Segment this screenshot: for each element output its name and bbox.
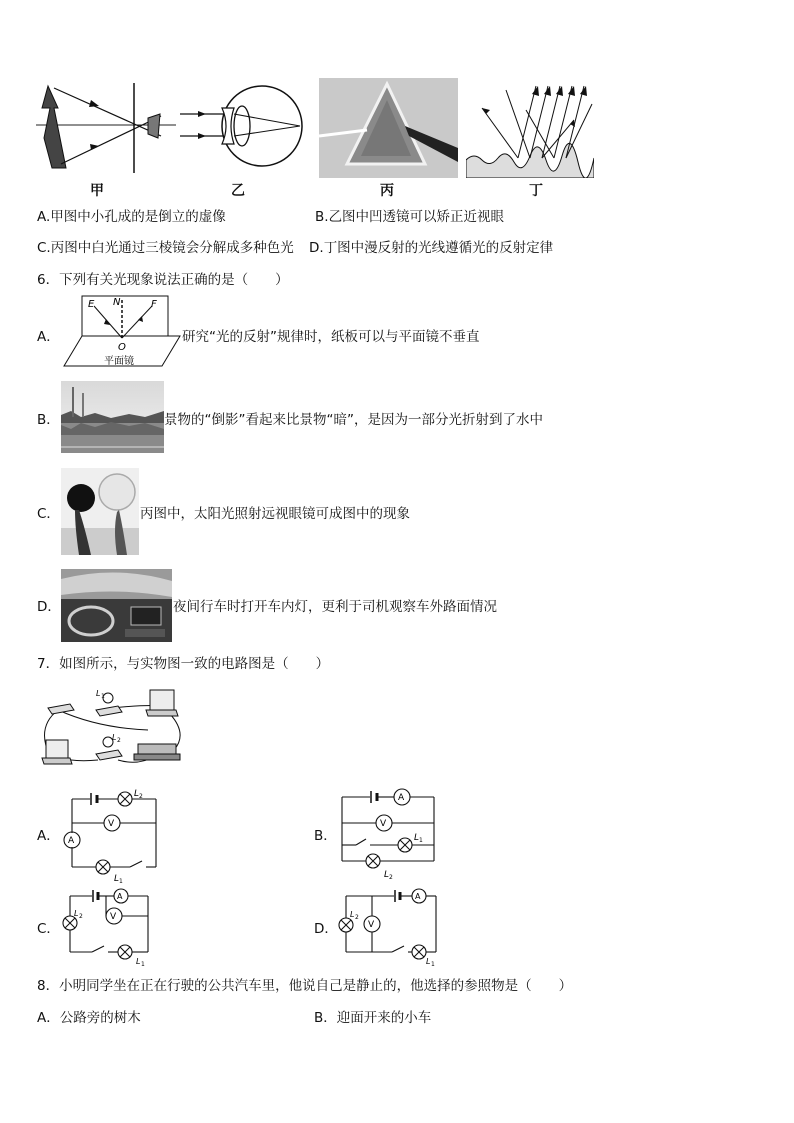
q6-photo-magnifier — [61, 468, 139, 555]
svg-text:2: 2 — [139, 793, 143, 800]
q6-option-b-letter: B． — [37, 412, 60, 428]
ammeter-a-a: A — [68, 836, 75, 846]
figure-bing-prism — [319, 78, 458, 178]
q6-photo-reflection-lake — [61, 381, 164, 453]
q8-option-a: A．公路旁的树木 — [37, 1010, 141, 1026]
ammeter-a-v: V — [108, 819, 115, 829]
q6-photo-car-interior — [61, 569, 172, 642]
q5-option-c: C.丙图中白光通过三棱镜会分解成多种色光 — [37, 240, 294, 256]
q7-option-a-letter: A． — [37, 828, 60, 844]
label-f: F — [151, 299, 157, 310]
figure-jia-pinhole — [36, 78, 176, 178]
q6-option-c-text: 丙图中，太阳光照射远视眼镜可成图中的现象 — [140, 506, 410, 522]
svg-text:L: L — [414, 833, 420, 843]
q7-physical-circuit — [38, 684, 186, 772]
svg-text:2: 2 — [117, 737, 121, 744]
label-o: O — [118, 342, 126, 353]
q7-circuit-a — [58, 785, 163, 885]
svg-text:1: 1 — [141, 961, 145, 968]
svg-text:L: L — [384, 870, 390, 880]
svg-text:A: A — [117, 892, 123, 901]
q5-option-a: A.甲图中小孔成的是倒立的虚像 — [37, 209, 226, 225]
svg-text:L: L — [350, 910, 355, 919]
svg-text:L: L — [134, 789, 140, 799]
q6-option-a-text: 研究“光的反射”规律时，纸板可以与平面镜不垂直 — [182, 329, 480, 345]
q7-option-b-letter: B． — [314, 828, 337, 844]
q7-circuit-b — [336, 783, 440, 883]
q8-stem: 8．小明同学坐在正在行驶的公共汽车里，他说自己是静止的，他选择的参照物是（ ） — [37, 978, 573, 994]
label-mirror: 平面镜 — [104, 356, 134, 367]
q6-option-d-text: 夜间行车时打开车内灯，更利于司机观察车外路面情况 — [173, 599, 497, 615]
svg-text:V: V — [110, 912, 117, 922]
q6-option-b-text: 景物的“倒影”看起来比景物“暗”，是因为一部分光折射到了水中 — [164, 412, 543, 428]
q8-option-b: B．迎面开来的小车 — [314, 1010, 432, 1026]
label-n: N — [113, 297, 121, 308]
svg-text:2: 2 — [79, 913, 83, 920]
svg-text:2: 2 — [389, 874, 393, 881]
q7-circuit-c — [58, 882, 154, 968]
svg-text:1: 1 — [101, 693, 105, 700]
svg-text:1: 1 — [119, 878, 123, 885]
svg-text:L: L — [114, 874, 120, 884]
svg-text:V: V — [368, 920, 375, 930]
figure-ding-diffuse — [466, 80, 594, 178]
svg-text:1: 1 — [431, 961, 435, 968]
q7-option-d-letter: D． — [314, 921, 338, 937]
label-e: E — [88, 299, 95, 310]
q7-physical-l2: L — [112, 733, 117, 742]
q5-option-b: B.乙图中凹透镜可以矫正近视眼 — [315, 209, 505, 225]
figure-yi-eye-lens — [178, 80, 308, 176]
svg-text:V: V — [380, 819, 387, 829]
svg-text:L: L — [426, 957, 431, 966]
q6-option-a-letter: A． — [37, 329, 60, 345]
q5-option-d: D.丁图中漫反射的光线遵循光的反射定律 — [309, 240, 554, 256]
q6-option-d-letter: D． — [37, 599, 61, 615]
q7-physical-l1: L — [96, 689, 101, 698]
svg-text:A: A — [415, 892, 421, 901]
q6-stem: 6．下列有关光现象说法正确的是（ ） — [37, 272, 289, 288]
caption-jia: 甲 — [90, 183, 104, 199]
caption-ding: 丁 — [529, 183, 543, 199]
q6-figure-reflection — [60, 294, 182, 370]
q6-option-c-letter: C． — [37, 506, 60, 522]
svg-text:1: 1 — [419, 837, 423, 844]
caption-yi: 乙 — [231, 183, 245, 199]
svg-text:2: 2 — [355, 914, 359, 921]
q7-circuit-d — [336, 882, 440, 968]
svg-text:A: A — [398, 793, 405, 803]
caption-bing: 丙 — [380, 183, 394, 199]
svg-text:L: L — [74, 909, 79, 918]
q7-stem: 7．如图所示，与实物图一致的电路图是（ ） — [37, 656, 330, 672]
svg-text:L: L — [136, 957, 141, 966]
q7-option-c-letter: C． — [37, 921, 60, 937]
